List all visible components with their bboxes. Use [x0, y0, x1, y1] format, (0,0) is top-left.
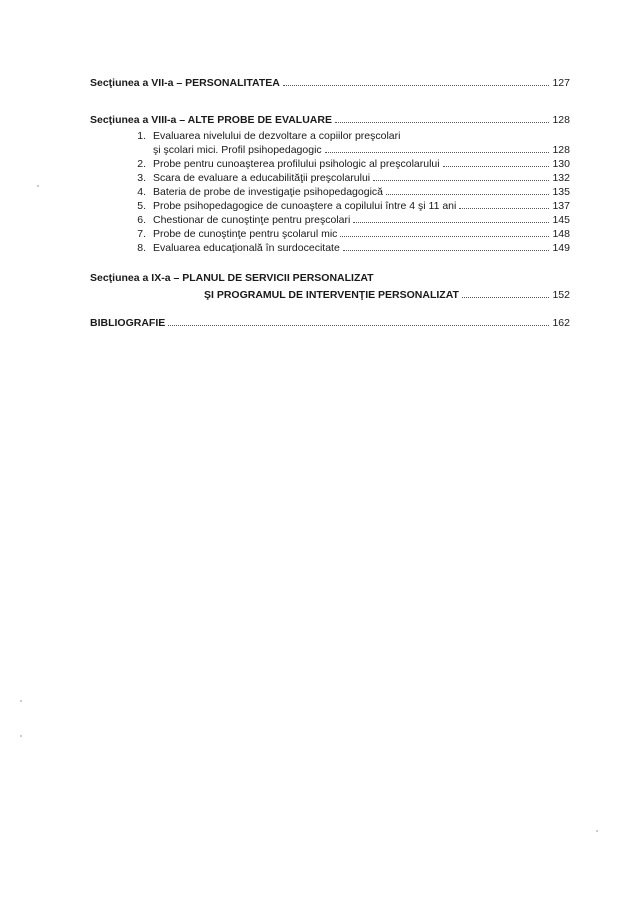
- toc-item-number: 8.: [137, 242, 146, 254]
- toc-item-text: Chestionar de cunoştinţe pentru preşcolari: [153, 214, 351, 226]
- scan-speck: [596, 830, 598, 832]
- toc-item-6[interactable]: [130, 213, 570, 227]
- toc-item-1-line2[interactable]: [153, 143, 570, 157]
- dot-leader: [325, 152, 550, 153]
- dot-leader: [168, 325, 549, 326]
- dot-leader: [340, 236, 549, 237]
- toc-item-2[interactable]: [130, 157, 570, 171]
- toc-item-3[interactable]: [130, 171, 570, 185]
- toc-item-text: şi şcolari mici. Profil psihopedagogic: [153, 144, 322, 156]
- toc-item-text: Probe pentru cunoaşterea profilului psihologic al preşcolarului: [153, 158, 440, 170]
- dot-leader: [353, 222, 549, 223]
- toc-item-page: 137: [552, 200, 570, 212]
- toc-item-5[interactable]: [130, 199, 570, 213]
- dot-leader: [335, 122, 550, 123]
- section-7-page: 127: [552, 77, 570, 89]
- scan-speck: [20, 735, 22, 737]
- section-7-title: PERSONALITATEA: [185, 77, 280, 89]
- section-9-page: 152: [552, 289, 570, 301]
- section-8-prefix: Secţiunea a VIII-a –: [90, 114, 188, 126]
- toc-item-1-line1[interactable]: [130, 129, 400, 143]
- section-8-label: [90, 113, 332, 127]
- section-9-title-continued: ŞI PROGRAMUL DE INTERVENŢIE PERSONALIZAT: [204, 289, 459, 301]
- toc-item-number: 3.: [137, 172, 146, 184]
- toc-item-number: 1.: [137, 130, 146, 142]
- dot-leader: [386, 194, 549, 195]
- dot-leader: [459, 208, 549, 209]
- toc-item-page: 130: [552, 158, 570, 170]
- toc-item-text: Evaluarea educaţională în surdocecitate: [153, 242, 340, 254]
- dot-leader: [443, 166, 550, 167]
- toc-item-number: 6.: [137, 214, 146, 226]
- section-9-title: PLANUL DE SERVICII PERSONALIZAT: [182, 272, 374, 284]
- bibliography-title: BIBLIOGRAFIE: [90, 317, 166, 329]
- toc-item-page: 148: [552, 228, 570, 240]
- toc-entry-bibliography[interactable]: [90, 316, 570, 330]
- section-8-page: 128: [552, 114, 570, 126]
- toc-item-7[interactable]: [130, 227, 570, 241]
- bibliography-page: 162: [552, 317, 570, 329]
- toc-item-number: 4.: [137, 186, 146, 198]
- section-7-label: [90, 76, 280, 90]
- dot-leader: [283, 85, 550, 86]
- toc-item-number: 5.: [137, 200, 146, 212]
- toc-item-number: 7.: [137, 228, 146, 240]
- section-9-prefix: Secţiunea a IX-a –: [90, 272, 183, 284]
- dot-leader: [462, 297, 550, 298]
- toc-item-4[interactable]: [130, 185, 570, 199]
- toc-item-8[interactable]: [130, 241, 570, 255]
- toc-item-text: Evaluarea nivelului de dezvoltare a copiilor preşcolari: [153, 130, 401, 142]
- toc-entry-section-9-line1[interactable]: [90, 271, 374, 285]
- scan-speck: [37, 185, 39, 187]
- toc-item-number: 2.: [137, 158, 146, 170]
- toc-entry-section-7[interactable]: [90, 76, 570, 90]
- toc-item-text: Bateria de probe de investigaţie psihopedagogică: [153, 186, 384, 198]
- toc-item-text: Probe de cunoştinţe pentru şcolarul mic: [153, 228, 338, 240]
- dot-leader: [343, 250, 550, 251]
- toc-entry-section-9-line2[interactable]: [204, 288, 570, 302]
- section-8-title: ALTE PROBE DE EVALUARE: [187, 114, 332, 126]
- toc-item-page: 145: [552, 214, 570, 226]
- toc-item-page: 132: [552, 172, 570, 184]
- section-7-prefix: Secţiunea a VII-a –: [90, 77, 186, 89]
- toc-item-page: 149: [552, 242, 570, 254]
- dot-leader: [373, 180, 549, 181]
- toc-item-text: Scara de evaluare a educabilităţii preşcolarului: [153, 172, 371, 184]
- toc-item-text: Probe psihopedagogice de cunoaştere a copilului între 4 şi 11 ani: [153, 200, 457, 212]
- toc-item-page: 135: [552, 186, 570, 198]
- scan-speck: [20, 700, 22, 702]
- toc-entry-section-8[interactable]: [90, 113, 570, 127]
- toc-item-page: 128: [552, 144, 570, 156]
